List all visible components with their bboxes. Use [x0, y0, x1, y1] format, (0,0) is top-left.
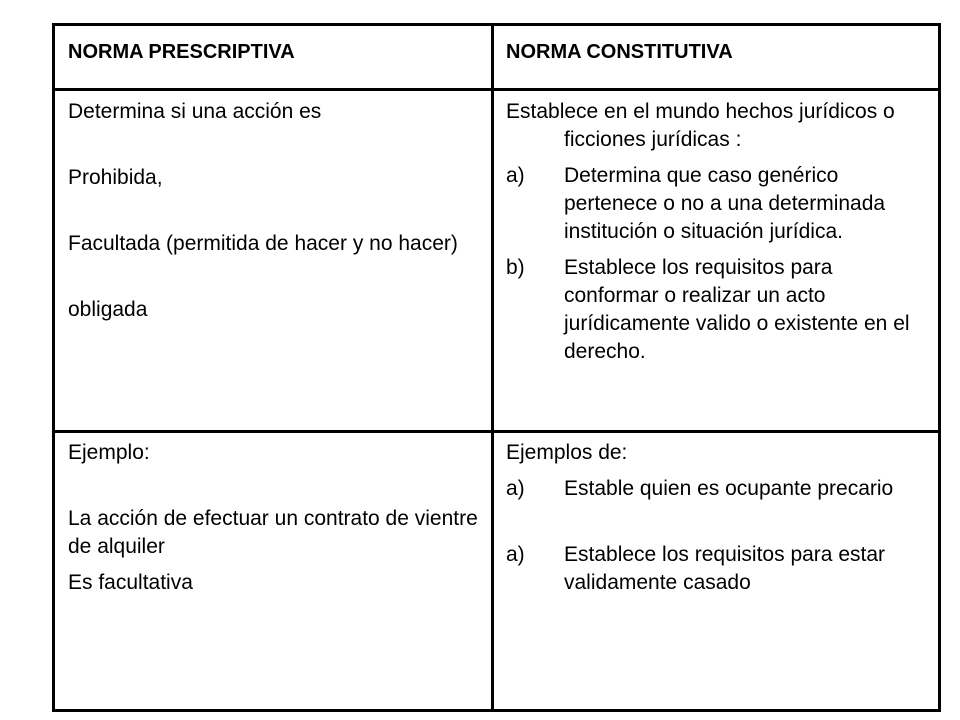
row2-right-item-1-text: Estable quien es ocupante precario [564, 477, 894, 500]
row2-left-line1: Ejemplo: [68, 441, 150, 464]
row2-right-item-2-label: a) [506, 543, 525, 566]
row1-left-line4: obligada [68, 298, 148, 321]
row1-right-item-a-text: Determina que caso genérico pertenece o no a una determinada institución o situación jurídica. [564, 164, 886, 243]
row1-right-cell [506, 98, 931, 366]
row2-right-cell [506, 439, 931, 597]
row-divider [55, 430, 938, 433]
row2-left-line2: La acción de efectuar un contrato de vientre de alquiler [68, 507, 478, 558]
row2-left-line3: Es facultativa [68, 571, 193, 594]
row1-right-item-b-text: Establece los requisitos para conformar o realizar un acto jurídicamente valido o existente en el derecho. [564, 256, 910, 363]
row1-right-item-b [506, 254, 931, 366]
row1-left-cell [68, 98, 478, 324]
row2-right-item-1-label: a) [506, 477, 525, 500]
row1-right-intro: Establece en el mundo hechos jurídicos o ficciones jurídicas : [506, 100, 895, 151]
column-divider [491, 26, 494, 709]
header-norma-constitutiva: NORMA CONSTITUTIVA [506, 41, 733, 63]
comparison-table [52, 23, 941, 712]
row2-right-intro: Ejemplos de: [506, 441, 628, 464]
row1-right-item-a [506, 162, 931, 246]
row2-left-cell [68, 439, 478, 597]
row2-right-item-2 [506, 541, 931, 597]
row1-right-item-b-label: b) [506, 256, 525, 279]
row1-right-item-a-label: a) [506, 164, 525, 187]
row2-right-item-1 [506, 475, 931, 503]
header-row-divider [55, 88, 938, 91]
row1-left-line1: Determina si una acción es [68, 100, 322, 123]
header-norma-prescriptiva: NORMA PRESCRIPTIVA [68, 41, 295, 63]
row1-left-line2: Prohibida, [68, 166, 163, 189]
row1-left-line3: Facultada (permitida de hacer y no hacer) [68, 232, 458, 255]
row2-right-item-2-text: Establece los requisitos para estar validamente casado [564, 543, 885, 594]
